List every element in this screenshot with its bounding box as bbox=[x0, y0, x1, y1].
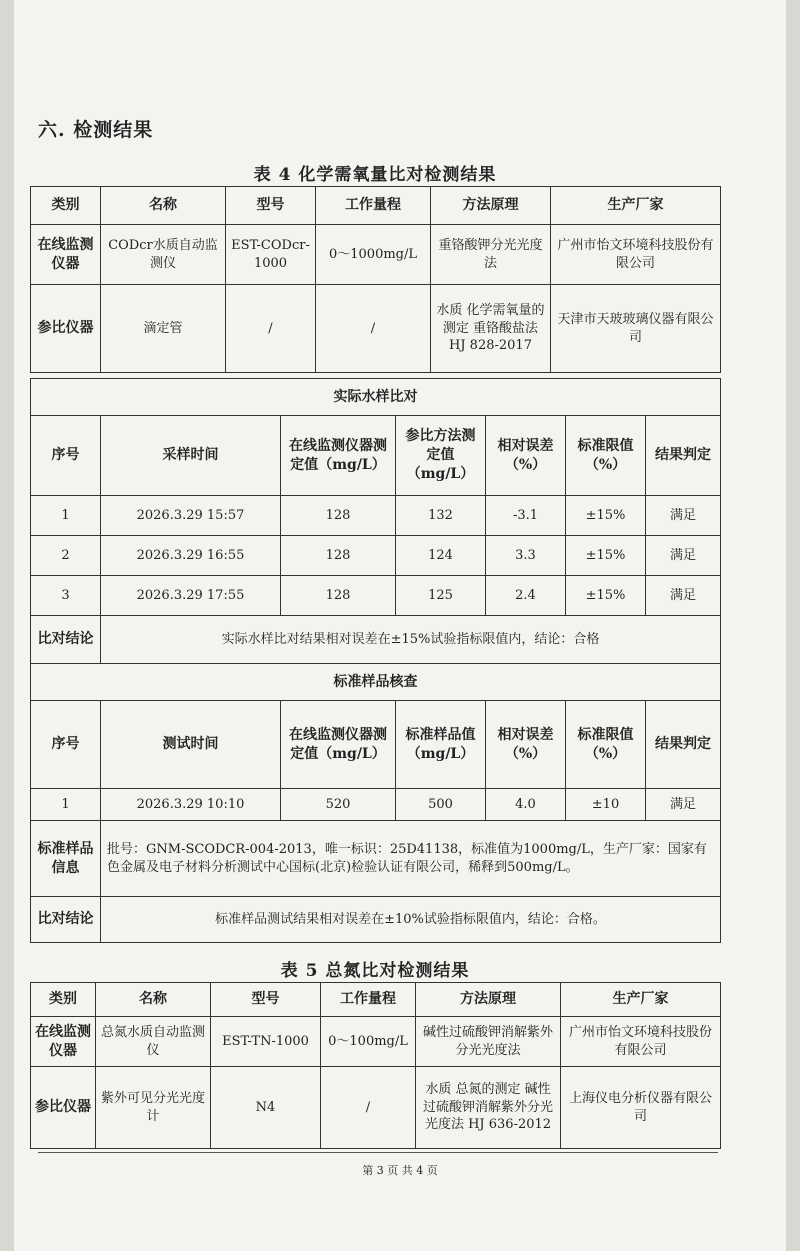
reference-range: / bbox=[321, 1067, 416, 1149]
water-header: 参比方法测定值（mg/L） bbox=[396, 416, 486, 496]
table4-instruments bbox=[30, 186, 721, 373]
table-row bbox=[31, 536, 721, 576]
section-title: 六. 检测结果 bbox=[38, 119, 154, 141]
header-category: 类别 bbox=[31, 187, 101, 225]
std-header-row bbox=[31, 701, 721, 789]
water-conclusion-row bbox=[31, 616, 721, 664]
reference-method: 水质 化学需氧量的测定 重铬酸盐法 HJ 828-2017 bbox=[431, 285, 551, 373]
online-name: CODcr水质自动监测仪 bbox=[101, 225, 226, 285]
water-conclusion-text: 实际水样比对结果相对误差在±15%试验指标限值内，结论：合格 bbox=[101, 616, 721, 664]
std-info-label: 标准样品信息 bbox=[31, 821, 101, 897]
header-range: 工作量程 bbox=[316, 187, 431, 225]
online-model: EST-TN-1000 bbox=[211, 1017, 321, 1067]
water-section-title: 实际水样比对 bbox=[31, 379, 721, 416]
cell: ±10 bbox=[566, 789, 646, 821]
water-header: 标准限值（%） bbox=[566, 416, 646, 496]
table-row bbox=[31, 789, 721, 821]
header-name: 名称 bbox=[101, 187, 226, 225]
online-range: 0～1000mg/L bbox=[316, 225, 431, 285]
header-category: 类别 bbox=[31, 983, 96, 1017]
water-header: 序号 bbox=[31, 416, 101, 496]
std-header: 相对误差（%） bbox=[486, 701, 566, 789]
std-info-row bbox=[31, 821, 721, 897]
header-maker: 生产厂家 bbox=[561, 983, 721, 1017]
water-header: 结果判定 bbox=[646, 416, 721, 496]
cell: 128 bbox=[281, 576, 396, 616]
std-section-title: 标准样品核查 bbox=[31, 664, 721, 701]
std-header: 标准样品值（mg/L） bbox=[396, 701, 486, 789]
std-conclusion-row bbox=[31, 897, 721, 943]
cell: 3.3 bbox=[486, 536, 566, 576]
std-header: 测试时间 bbox=[101, 701, 281, 789]
header-model: 型号 bbox=[226, 187, 316, 225]
water-conclusion-label: 比对结论 bbox=[31, 616, 101, 664]
online-model: EST-CODcr-1000 bbox=[226, 225, 316, 285]
table4-comparison bbox=[30, 378, 721, 943]
reference-model: / bbox=[226, 285, 316, 373]
online-method: 重铬酸钾分光光度法 bbox=[431, 225, 551, 285]
cell: -3.1 bbox=[486, 496, 566, 536]
cell: 124 bbox=[396, 536, 486, 576]
water-title-row bbox=[31, 379, 721, 416]
table-row bbox=[31, 576, 721, 616]
table5-header-row bbox=[31, 983, 721, 1017]
online-range: 0～100mg/L bbox=[321, 1017, 416, 1067]
std-info-text: 批号：GNM-SCODCR-004-2013，唯一标识：25D41138，标准值为1000mg/L，生产厂家：国家有色金属及电子材料分析测试中心国标(北京)检验认证有限公司，稀释到500mg/L。 bbox=[101, 821, 721, 897]
cell: ±15% bbox=[566, 536, 646, 576]
table4-header-row bbox=[31, 187, 721, 225]
cell: 满足 bbox=[646, 576, 721, 616]
footer-divider bbox=[38, 1152, 718, 1153]
water-header: 在线监测仪器测定值（mg/L） bbox=[281, 416, 396, 496]
table5-reference-row bbox=[31, 1067, 721, 1149]
cell: 1 bbox=[31, 496, 101, 536]
cell: 4.0 bbox=[486, 789, 566, 821]
table4-reference-row bbox=[31, 285, 721, 373]
online-category: 在线监测仪器 bbox=[31, 1017, 96, 1067]
cell: ±15% bbox=[566, 496, 646, 536]
page-number: 第 3 页 共 4 页 bbox=[362, 1164, 438, 1177]
reference-method: 水质 总氮的测定 碱性过硫酸钾消解紫外分光光度法 HJ 636-2012 bbox=[416, 1067, 561, 1149]
online-method: 碱性过硫酸钾消解紫外分光光度法 bbox=[416, 1017, 561, 1067]
cell: 500 bbox=[396, 789, 486, 821]
header-model: 型号 bbox=[211, 983, 321, 1017]
std-header: 在线监测仪器测定值（mg/L） bbox=[281, 701, 396, 789]
cell: 满足 bbox=[646, 536, 721, 576]
cell: 128 bbox=[281, 496, 396, 536]
header-method: 方法原理 bbox=[416, 983, 561, 1017]
reference-name: 紫外可见分光光度计 bbox=[96, 1067, 211, 1149]
std-conclusion-label: 比对结论 bbox=[31, 897, 101, 943]
table5-instruments bbox=[30, 982, 721, 1149]
cell: 2 bbox=[31, 536, 101, 576]
table5-caption: 表 5 总氮比对检测结果 bbox=[280, 961, 470, 981]
std-conclusion-text: 标准样品测试结果相对误差在±10%试验指标限值内，结论：合格。 bbox=[101, 897, 721, 943]
cell: 132 bbox=[396, 496, 486, 536]
header-range: 工作量程 bbox=[321, 983, 416, 1017]
header-maker: 生产厂家 bbox=[551, 187, 721, 225]
cell: 1 bbox=[31, 789, 101, 821]
cell: 满足 bbox=[646, 789, 721, 821]
online-category: 在线监测仪器 bbox=[31, 225, 101, 285]
water-header: 相对误差（%） bbox=[486, 416, 566, 496]
reference-range: / bbox=[316, 285, 431, 373]
cell: 2026.3.29 17:55 bbox=[101, 576, 281, 616]
cell: 3 bbox=[31, 576, 101, 616]
online-maker: 广州市怡文环境科技股份有限公司 bbox=[551, 225, 721, 285]
cell: 125 bbox=[396, 576, 486, 616]
cell: 2.4 bbox=[486, 576, 566, 616]
cell: 520 bbox=[281, 789, 396, 821]
table4-caption: 表 4 化学需氧量比对检测结果 bbox=[253, 165, 497, 185]
cell: 2026.3.29 10:10 bbox=[101, 789, 281, 821]
header-name: 名称 bbox=[96, 983, 211, 1017]
cell: ±15% bbox=[566, 576, 646, 616]
cell: 2026.3.29 15:57 bbox=[101, 496, 281, 536]
std-header: 标准限值（%） bbox=[566, 701, 646, 789]
table4-online-row bbox=[31, 225, 721, 285]
reference-category: 参比仪器 bbox=[31, 285, 101, 373]
cell: 2026.3.29 16:55 bbox=[101, 536, 281, 576]
reference-maker: 上海仪电分析仪器有限公司 bbox=[561, 1067, 721, 1149]
std-header: 结果判定 bbox=[646, 701, 721, 789]
cell: 128 bbox=[281, 536, 396, 576]
water-header-row bbox=[31, 416, 721, 496]
table-row bbox=[31, 496, 721, 536]
header-method: 方法原理 bbox=[431, 187, 551, 225]
cell: 满足 bbox=[646, 496, 721, 536]
table5-online-row bbox=[31, 1017, 721, 1067]
reference-maker: 天津市天玻玻璃仪器有限公司 bbox=[551, 285, 721, 373]
reference-model: N4 bbox=[211, 1067, 321, 1149]
water-header: 采样时间 bbox=[101, 416, 281, 496]
reference-category: 参比仪器 bbox=[31, 1067, 96, 1149]
online-name: 总氮水质自动监测仪 bbox=[96, 1017, 211, 1067]
std-title-row bbox=[31, 664, 721, 701]
reference-name: 滴定管 bbox=[101, 285, 226, 373]
std-header: 序号 bbox=[31, 701, 101, 789]
online-maker: 广州市怡文环境科技股份有限公司 bbox=[561, 1017, 721, 1067]
